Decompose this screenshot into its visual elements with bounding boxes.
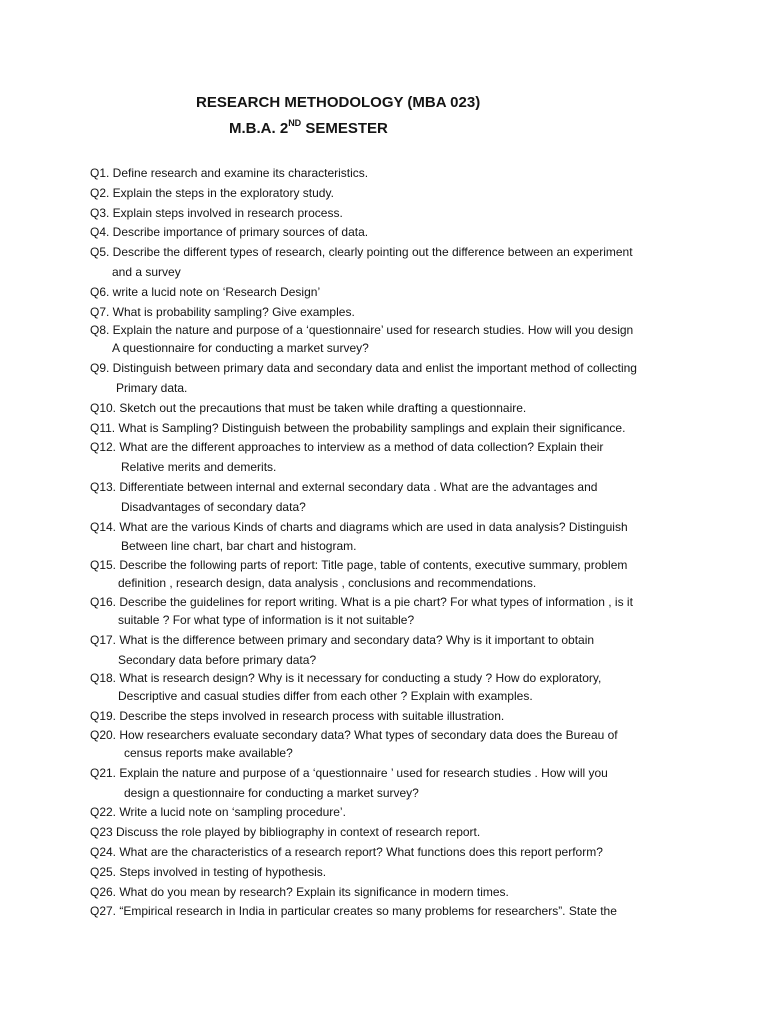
question-continuation: Relative merits and demerits. bbox=[121, 460, 277, 475]
question-line: Q16. Describe the guidelines for report writing. What is a pie chart? For what types of information , is it bbox=[90, 594, 633, 609]
question-line: Q6. write a lucid note on ‘Research Design’ bbox=[90, 284, 321, 299]
question-line: Q25. Steps involved in testing of hypothesis. bbox=[90, 864, 327, 879]
question-line: Q23 Discuss the role played by bibliography in context of research report. bbox=[90, 825, 481, 840]
question-line: Q11. What is Sampling? Distinguish between the probability samplings and explain their significance. bbox=[90, 420, 626, 435]
question-line: Q21. Explain the nature and purpose of a ‘questionnaire ’ used for research studies . How will you bbox=[90, 765, 608, 780]
question-line: Q10. Sketch out the precautions that must be taken while drafting a questionnaire. bbox=[90, 400, 527, 415]
question-continuation: Secondary data before primary data? bbox=[118, 652, 317, 667]
question-continuation: design a questionnaire for conducting a market survey? bbox=[124, 785, 419, 800]
question-line: Q19. Describe the steps involved in research process with suitable illustration. bbox=[90, 709, 505, 724]
subtitle-prefix: M.B.A. 2 bbox=[229, 120, 289, 137]
question-line: Q13. Differentiate between internal and external secondary data . What are the advantages and bbox=[90, 479, 598, 494]
subtitle-superscript: ND bbox=[288, 118, 302, 128]
question-line: Q8. Explain the nature and purpose of a ‘questionnaire’ used for research studies. How will you design bbox=[90, 323, 634, 338]
document-title: RESEARCH METHODOLOGY (MBA 023) bbox=[196, 94, 481, 111]
question-continuation: Between line chart, bar chart and histogram. bbox=[121, 539, 357, 554]
question-list bbox=[90, 164, 690, 922]
question-line: Q2. Explain the steps in the exploratory study. bbox=[90, 185, 334, 200]
question-continuation: A questionnaire for conducting a market survey? bbox=[112, 341, 369, 356]
question-continuation: suitable ? For what type of information is it not suitable? bbox=[118, 612, 415, 627]
question-line: Q20. How researchers evaluate secondary data? What types of secondary data does the Bureau of bbox=[90, 727, 618, 742]
question-line: Q14. What are the various Kinds of charts and diagrams which are used in data analysis? Distinguish bbox=[90, 519, 628, 534]
question-line: Q12. What are the different approaches to interview as a method of data collection? Explain their bbox=[90, 440, 604, 455]
question-line: Q27. “Empirical research in India in particular creates so many problems for researchers”. State the bbox=[90, 904, 617, 919]
question-continuation: Disadvantages of secondary data? bbox=[121, 499, 306, 514]
question-line: Q5. Describe the different types of research, clearly pointing out the difference between an experiment bbox=[90, 245, 633, 260]
question-continuation: Descriptive and casual studies differ from each other ? Explain with examples. bbox=[118, 689, 533, 704]
question-continuation: definition , research design, data analysis , conclusions and recommendations. bbox=[118, 576, 537, 591]
question-continuation: Primary data. bbox=[116, 380, 188, 395]
document-subtitle bbox=[229, 120, 388, 137]
question-line: Q22. Write a lucid note on ‘sampling procedure’. bbox=[90, 805, 346, 820]
question-line: Q24. What are the characteristics of a research report? What functions does this report perform? bbox=[90, 844, 603, 859]
question-line: Q7. What is probability sampling? Give examples. bbox=[90, 304, 355, 319]
question-line: Q9. Distinguish between primary data and secondary data and enlist the important method of collecting bbox=[90, 361, 637, 376]
question-line: Q26. What do you mean by research? Explain its significance in modern times. bbox=[90, 884, 509, 899]
question-continuation: and a survey bbox=[112, 264, 181, 279]
question-line: Q18. What is research design? Why is it necessary for conducting a study ? How do exploratory, bbox=[90, 671, 602, 686]
question-continuation: census reports make available? bbox=[124, 745, 293, 760]
subtitle-suffix: SEMESTER bbox=[301, 120, 388, 137]
question-line: Q4. Describe importance of primary sources of data. bbox=[90, 225, 369, 240]
question-line: Q15. Describe the following parts of report: Title page, table of contents, executive summary, problem bbox=[90, 558, 628, 573]
question-line: Q1. Define research and examine its characteristics. bbox=[90, 166, 369, 180]
question-line: Q17. What is the difference between primary and secondary data? Why is it important to obtain bbox=[90, 632, 595, 647]
question-line: Q3. Explain steps involved in research process. bbox=[90, 205, 343, 220]
